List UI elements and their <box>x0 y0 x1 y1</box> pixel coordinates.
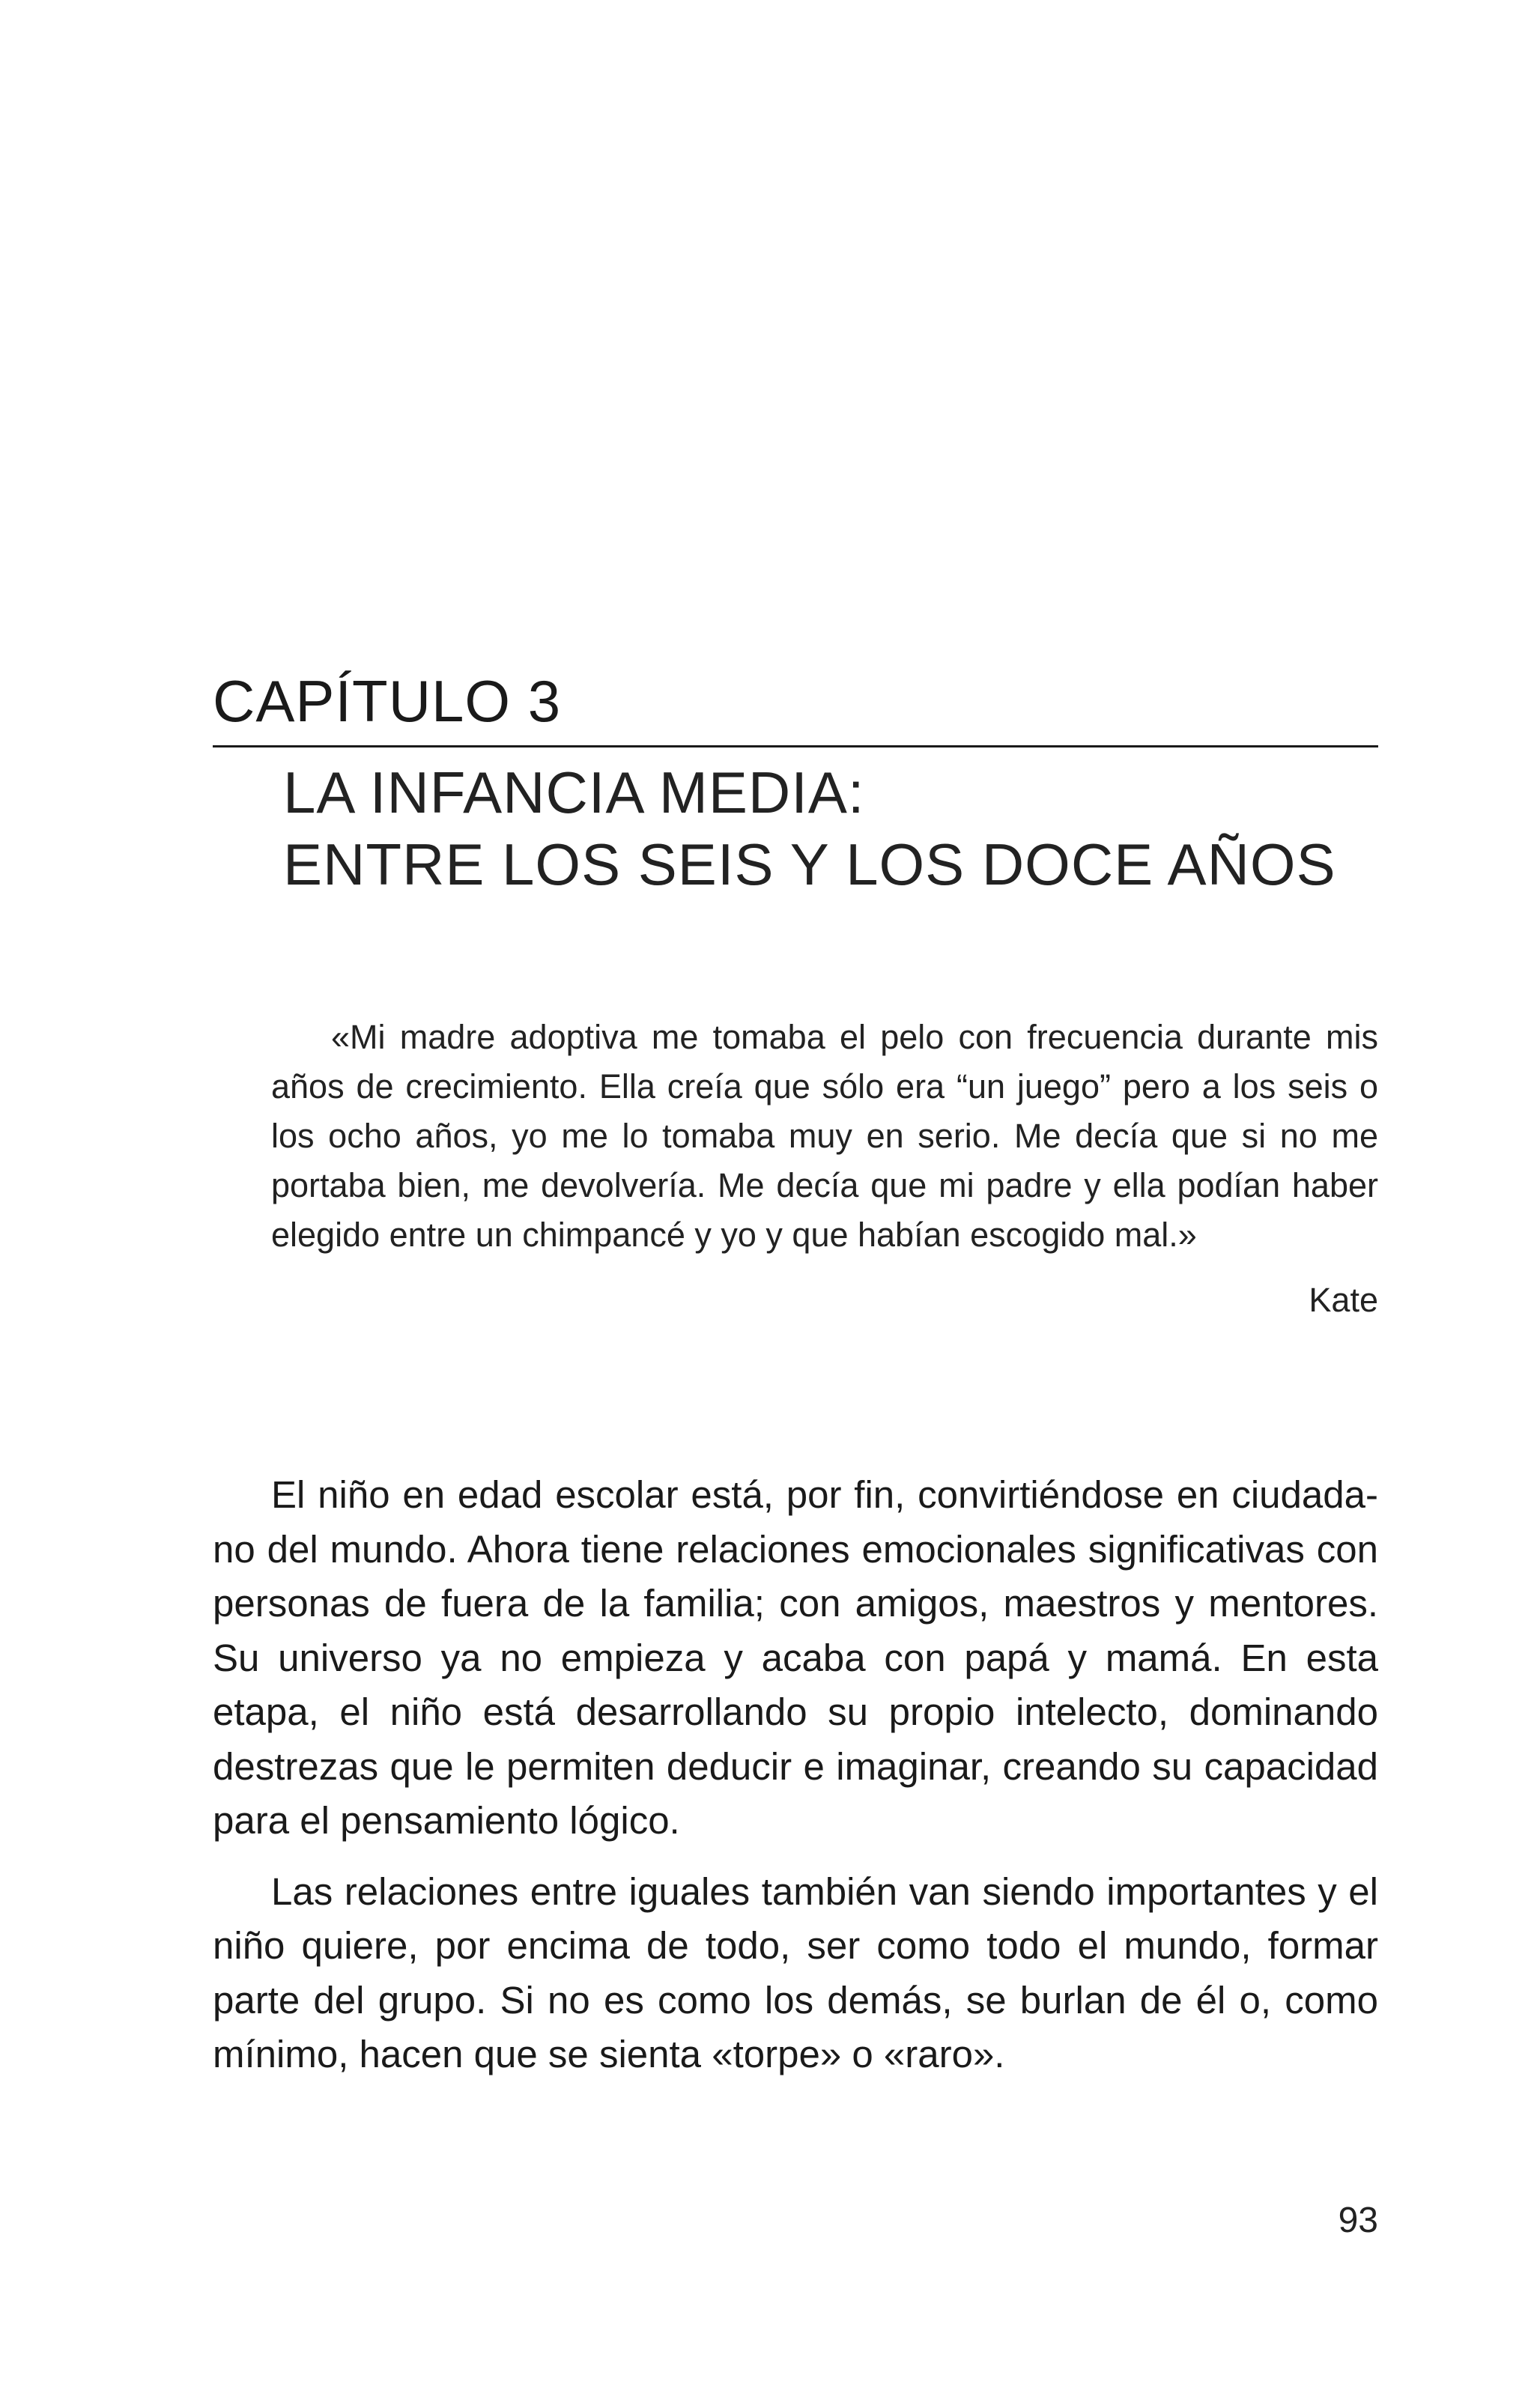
chapter-label: CAPÍTULO 3 <box>213 668 562 734</box>
epigraph-quote: «Mi madre adoptiva me tomaba el pelo con frecuencia durante mis años de crecimiento. Ella creía que sólo era “un juego” pero a los seis o los ocho años, yo me lo tomaba muy en serio. Me decía que si no me portaba bien, me devolvería. Me decía que mi padre y ella podían haber elegido entre un chimpancé y yo y que habían escogido mal.» <box>271 1018 1378 1254</box>
body-paragraph: Las relaciones entre iguales también van siendo importantes y el niño quiere, por encima de todo, ser como todo el mundo, formar parte del grupo. Si no es como los demás, se burlan de él o, como mínimo, hacen que se sienta «torpe» o «raro». <box>213 1869 1378 2075</box>
body-paragraph: El niño en edad escolar está, por fin, convirtiéndose en ciudadano del mundo. Ahora tiene relaciones emocionales significativas con personas de fuera de la familia; con amigos, maestros y mentores. Su universo ya no empieza y acaba con papá y mamá. En esta etapa, el niño está desarrollando su propio intelecto, dominando destrezas que le permiten deducir e imaginar, creando su capacidad para el pensamiento lógico. <box>213 1473 1378 1842</box>
chapter-title-line-2: ENTRE LOS SEIS Y LOS DOCE AÑOS <box>283 831 1336 897</box>
chapter-title <box>283 756 1336 900</box>
chapter-title-line-1: LA INFANCIA MEDIA: <box>283 759 865 825</box>
epigraph-author: Kate <box>1309 1281 1378 1319</box>
chapter-divider <box>213 745 1378 747</box>
page-number: 93 <box>1338 2201 1378 2240</box>
body-text <box>213 1468 1378 2099</box>
